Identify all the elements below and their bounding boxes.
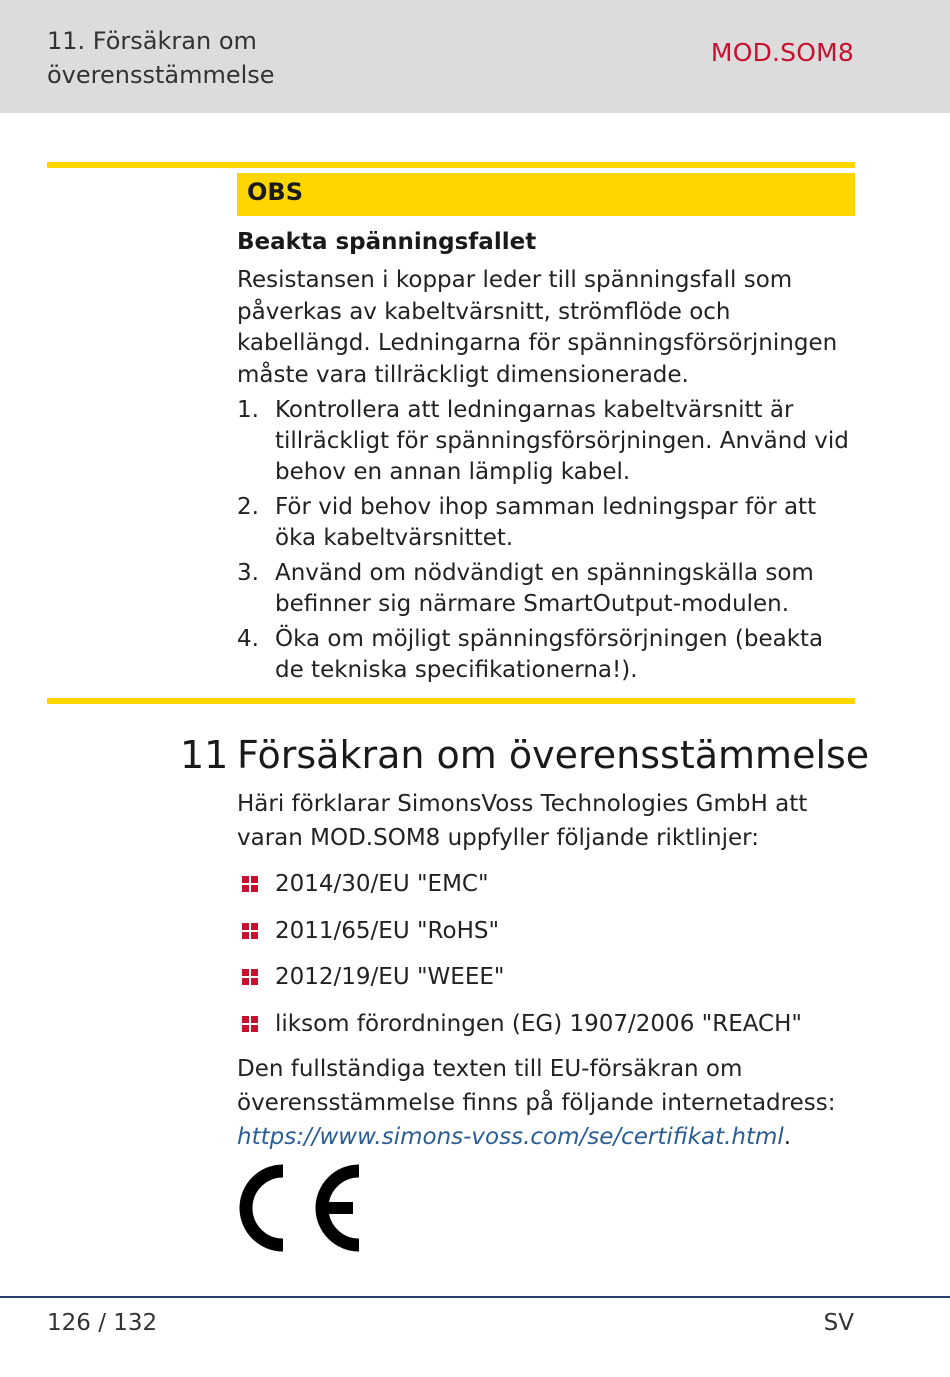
step-number: 1. [237, 397, 259, 423]
step-number: 3. [237, 560, 259, 586]
bullet-icon [242, 876, 258, 892]
header-chapter-title: 11. Försäkran om överensstämmelse [47, 27, 275, 89]
step-text: För vid behov ihop samman ledningspar för att öka kabeltvärsnittet. [275, 494, 817, 551]
bullet-icon [242, 1016, 258, 1032]
list-item [237, 492, 855, 554]
outro-suffix: . [783, 1124, 792, 1150]
step-number: 2. [237, 494, 259, 520]
list-item [237, 624, 855, 686]
header-product-name: MOD.SOM8 [710, 38, 854, 67]
notice-label-bar [237, 173, 855, 216]
step-text: Öka om möjligt spänningsförsörjningen (beakta de tekniska specifikationerna!). [275, 626, 824, 683]
list-item [237, 558, 855, 620]
page-number: 126 / 132 [47, 1310, 158, 1336]
notice-body: Resistansen i koppar leder till spänningsfall som påverkas av kabeltvärsnitt, strömflöde och kabellängd. Ledningarna för spänningsförsörjningen måste vara tillräckligt dimensionerade. [237, 267, 838, 388]
ce-mark-icon [237, 1162, 367, 1254]
list-item [237, 960, 855, 1007]
notice-bottom-rule [47, 698, 855, 704]
step-text: Kontrollera att ledningarnas kabeltvärsnitt är tillräckligt för spänningsförsörjningen. Använd vid behov en annan lämplig kabel. [275, 397, 849, 485]
list-item [237, 867, 855, 914]
page-header [0, 0, 950, 113]
list-item [237, 395, 855, 488]
list-item [237, 914, 855, 961]
language-code: SV [823, 1310, 854, 1336]
outro-text: Den fullständiga texten till EU-försäkran om överensstämmelse finns på följande internetadress: [237, 1056, 836, 1116]
section-number: 11 [180, 733, 229, 777]
section-intro: Häri förklarar SimonsVoss Technologies GmbH att varan MOD.SOM8 uppfyller följande riktlinjer: [237, 791, 808, 851]
section-outro [237, 1052, 855, 1154]
directive-text: 2011/65/EU "RoHS" [275, 917, 500, 944]
certificate-link[interactable]: https://www.simons-voss.com/se/certifikat.html [237, 1124, 784, 1150]
directive-text: 2012/19/EU "WEEE" [275, 964, 505, 990]
section-title: Försäkran om överensstämmelse [237, 733, 870, 777]
notice-label: OBS [247, 178, 303, 206]
footer-rule [0, 1296, 950, 1298]
step-number: 4. [237, 626, 259, 652]
bullet-icon [242, 923, 258, 939]
bullet-icon [242, 969, 258, 985]
directives-list [237, 867, 855, 1053]
step-text: Använd om nödvändigt en spänningskälla som befinner sig närmare SmartOutput-modulen. [275, 560, 814, 617]
directive-text: 2014/30/EU "EMC" [275, 871, 489, 897]
directive-text: liksom förordningen (EG) 1907/2006 "REACH" [275, 1010, 802, 1037]
notice-top-rule [47, 162, 855, 168]
list-item [237, 1007, 855, 1054]
notice-steps-list [237, 395, 855, 690]
notice-title: Beakta spänningsfallet [237, 229, 537, 255]
